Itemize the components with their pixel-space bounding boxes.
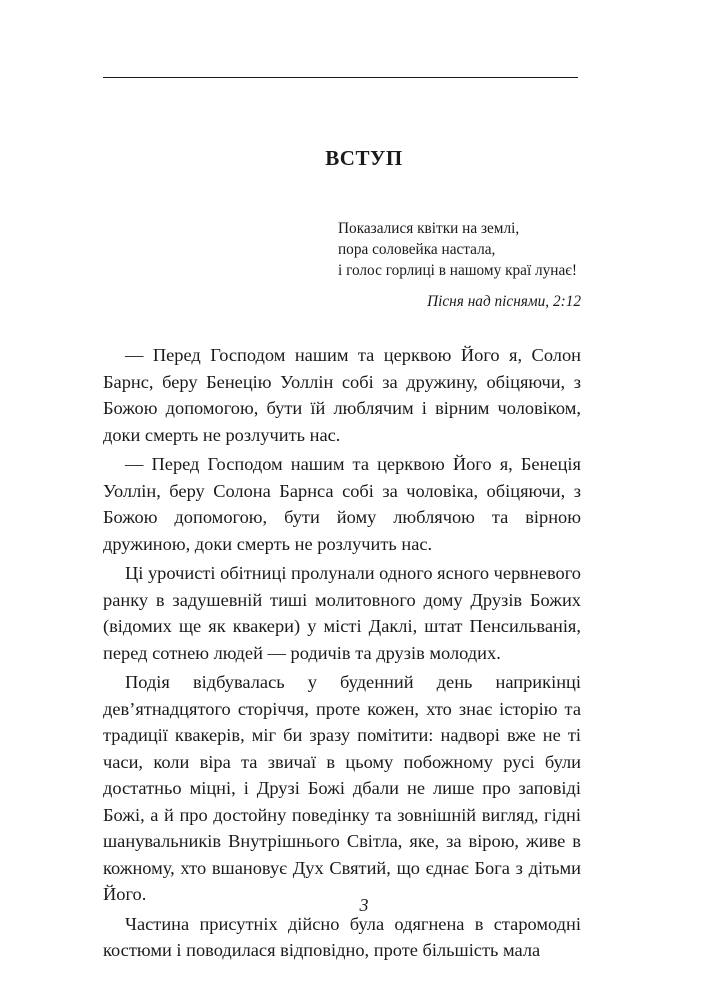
paragraph: — Перед Господом нашим та церквою Його я, Солон Барнс, беру Бенецію Уоллін собі за дружину, обіцяючи, з Божою допомогою, бути їй люблячим і вірним чоловіком, доки смерть не розлучить нас.	[103, 345, 581, 445]
chapter-title: ВСТУП	[325, 146, 403, 170]
page-number: 3	[359, 895, 369, 915]
epigraph-line: і голос горлиці в нашому краї лунає!	[338, 262, 577, 279]
epigraph	[338, 218, 598, 312]
paragraph: Частина присутніх дійсно була одягнена в старомодні костюми і поводилася відповідно, проте більшість мала	[103, 913, 581, 960]
paragraph: — Перед Господом нашим та церквою Його я, Бенеція Уоллін, беру Солона Барнса собі за чоловіка, обіцяючи, з Божою допомогою, бути йому люблячою та вірною дружиною, доки смерть не розлучить нас.	[103, 454, 581, 554]
body-text	[103, 342, 581, 964]
paragraph: Ці урочисті обітниці пролунали одного ясного червневого ранку в задушевній тиші молитовного дому Друзів Божих (відомих ще як квакери) у місті Даклі, штат Пенсильванія, перед сотнею людей — родичів та друзів молодих.	[103, 563, 581, 663]
header-rule	[103, 77, 578, 78]
epigraph-source: Пісня над піснями, 2:12	[427, 293, 581, 310]
epigraph-line: пора соловейка настала,	[338, 241, 496, 258]
epigraph-line: Показалися квітки на землі,	[338, 220, 520, 237]
paragraph: Подія відбувалась у буденний день наприкінці дев’ятнадцятого сторіччя, проте кожен, хто знає історію та традиції квакерів, міг би зразу помітити: надворі вже не ті часи, коли віра та звичаї в цьому побожному русі були достатньо міцні, і Друзі Божі дбали не лише про заповіді Божі, а й про достойну поведінку та зовнішній вигляд, гідні шанувальників Внутрішнього Світла, яке, за вірою, живе в кожному, хто вшановує Дух Святий, що єднає Бога з дітьми Його.	[103, 672, 581, 904]
